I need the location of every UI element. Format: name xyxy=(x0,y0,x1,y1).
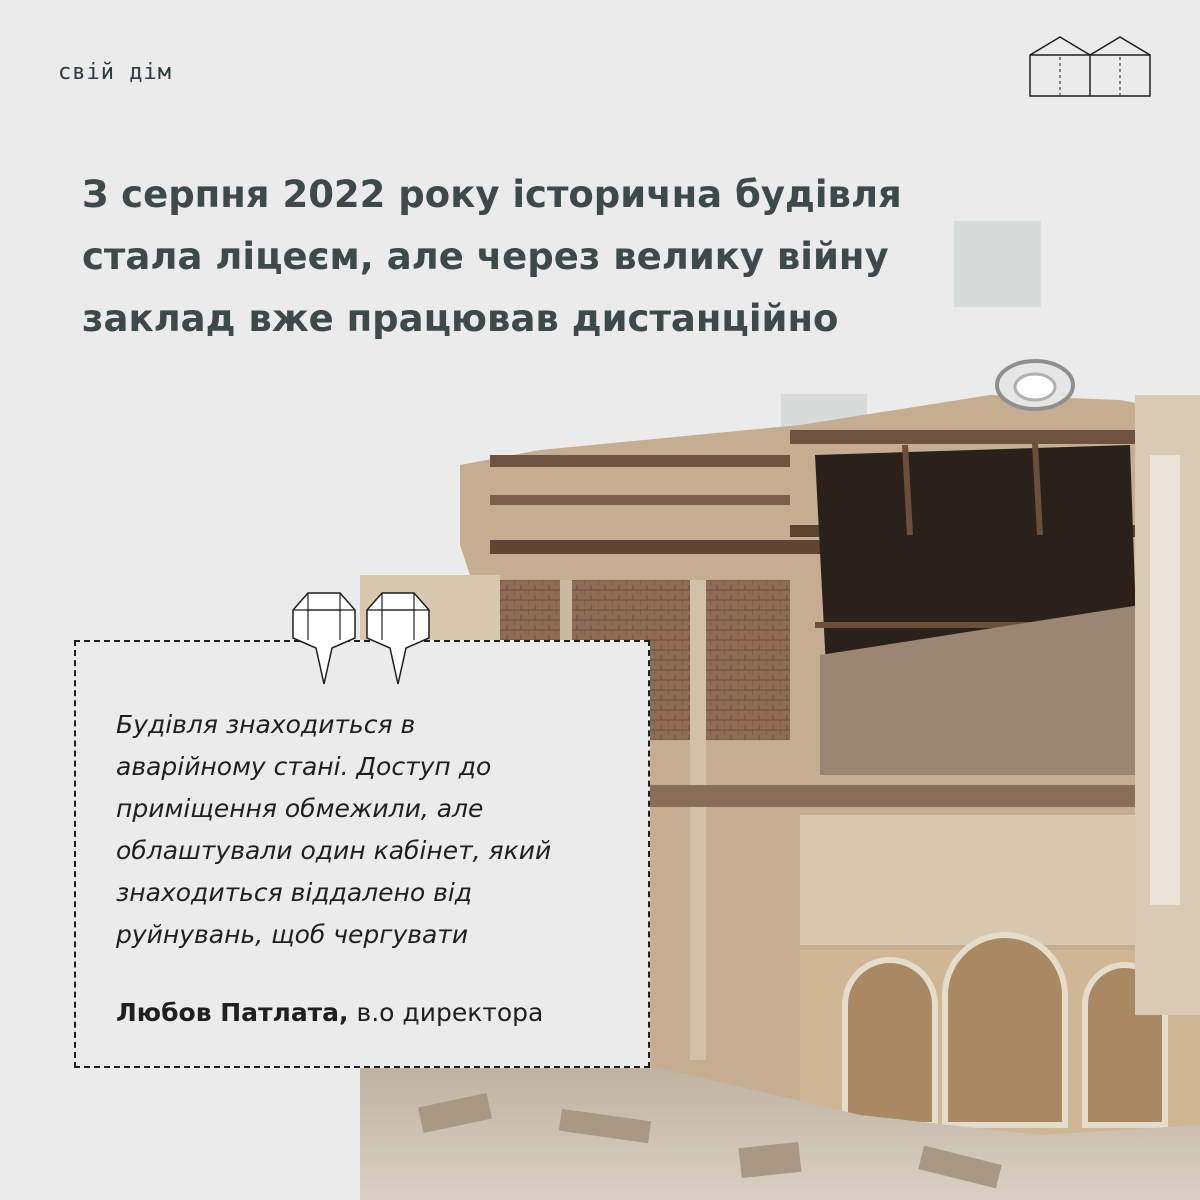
quote-line: облаштували один кабінет, який xyxy=(116,836,552,865)
quote-line: Будівля знаходиться в xyxy=(116,710,416,739)
map-pin-icon xyxy=(292,590,432,686)
house-logo-icon xyxy=(1029,35,1151,97)
quote-line: аварійному стані. Доступ до xyxy=(116,752,492,781)
quote-line: знаходиться віддалено від xyxy=(116,878,473,907)
quote-text xyxy=(116,704,636,956)
quote-author xyxy=(116,998,543,1027)
headline-line: стала ліцеєм, але через велику війну xyxy=(82,235,889,278)
headline-line: заклад вже працював дистанційно xyxy=(82,297,839,340)
quote-line: приміщення обмежили, але xyxy=(116,794,484,823)
headline-line: З серпня 2022 року історична будівля xyxy=(82,173,902,216)
decorative-square xyxy=(954,221,1041,307)
headline xyxy=(82,164,982,350)
author-name: Любов Патлата, xyxy=(116,998,349,1027)
quote-line: руйнувань, щоб чергувати xyxy=(116,920,469,949)
author-role: в.о директора xyxy=(348,998,544,1027)
brand-name: свій дім xyxy=(58,60,172,85)
quote-card xyxy=(74,640,650,1068)
